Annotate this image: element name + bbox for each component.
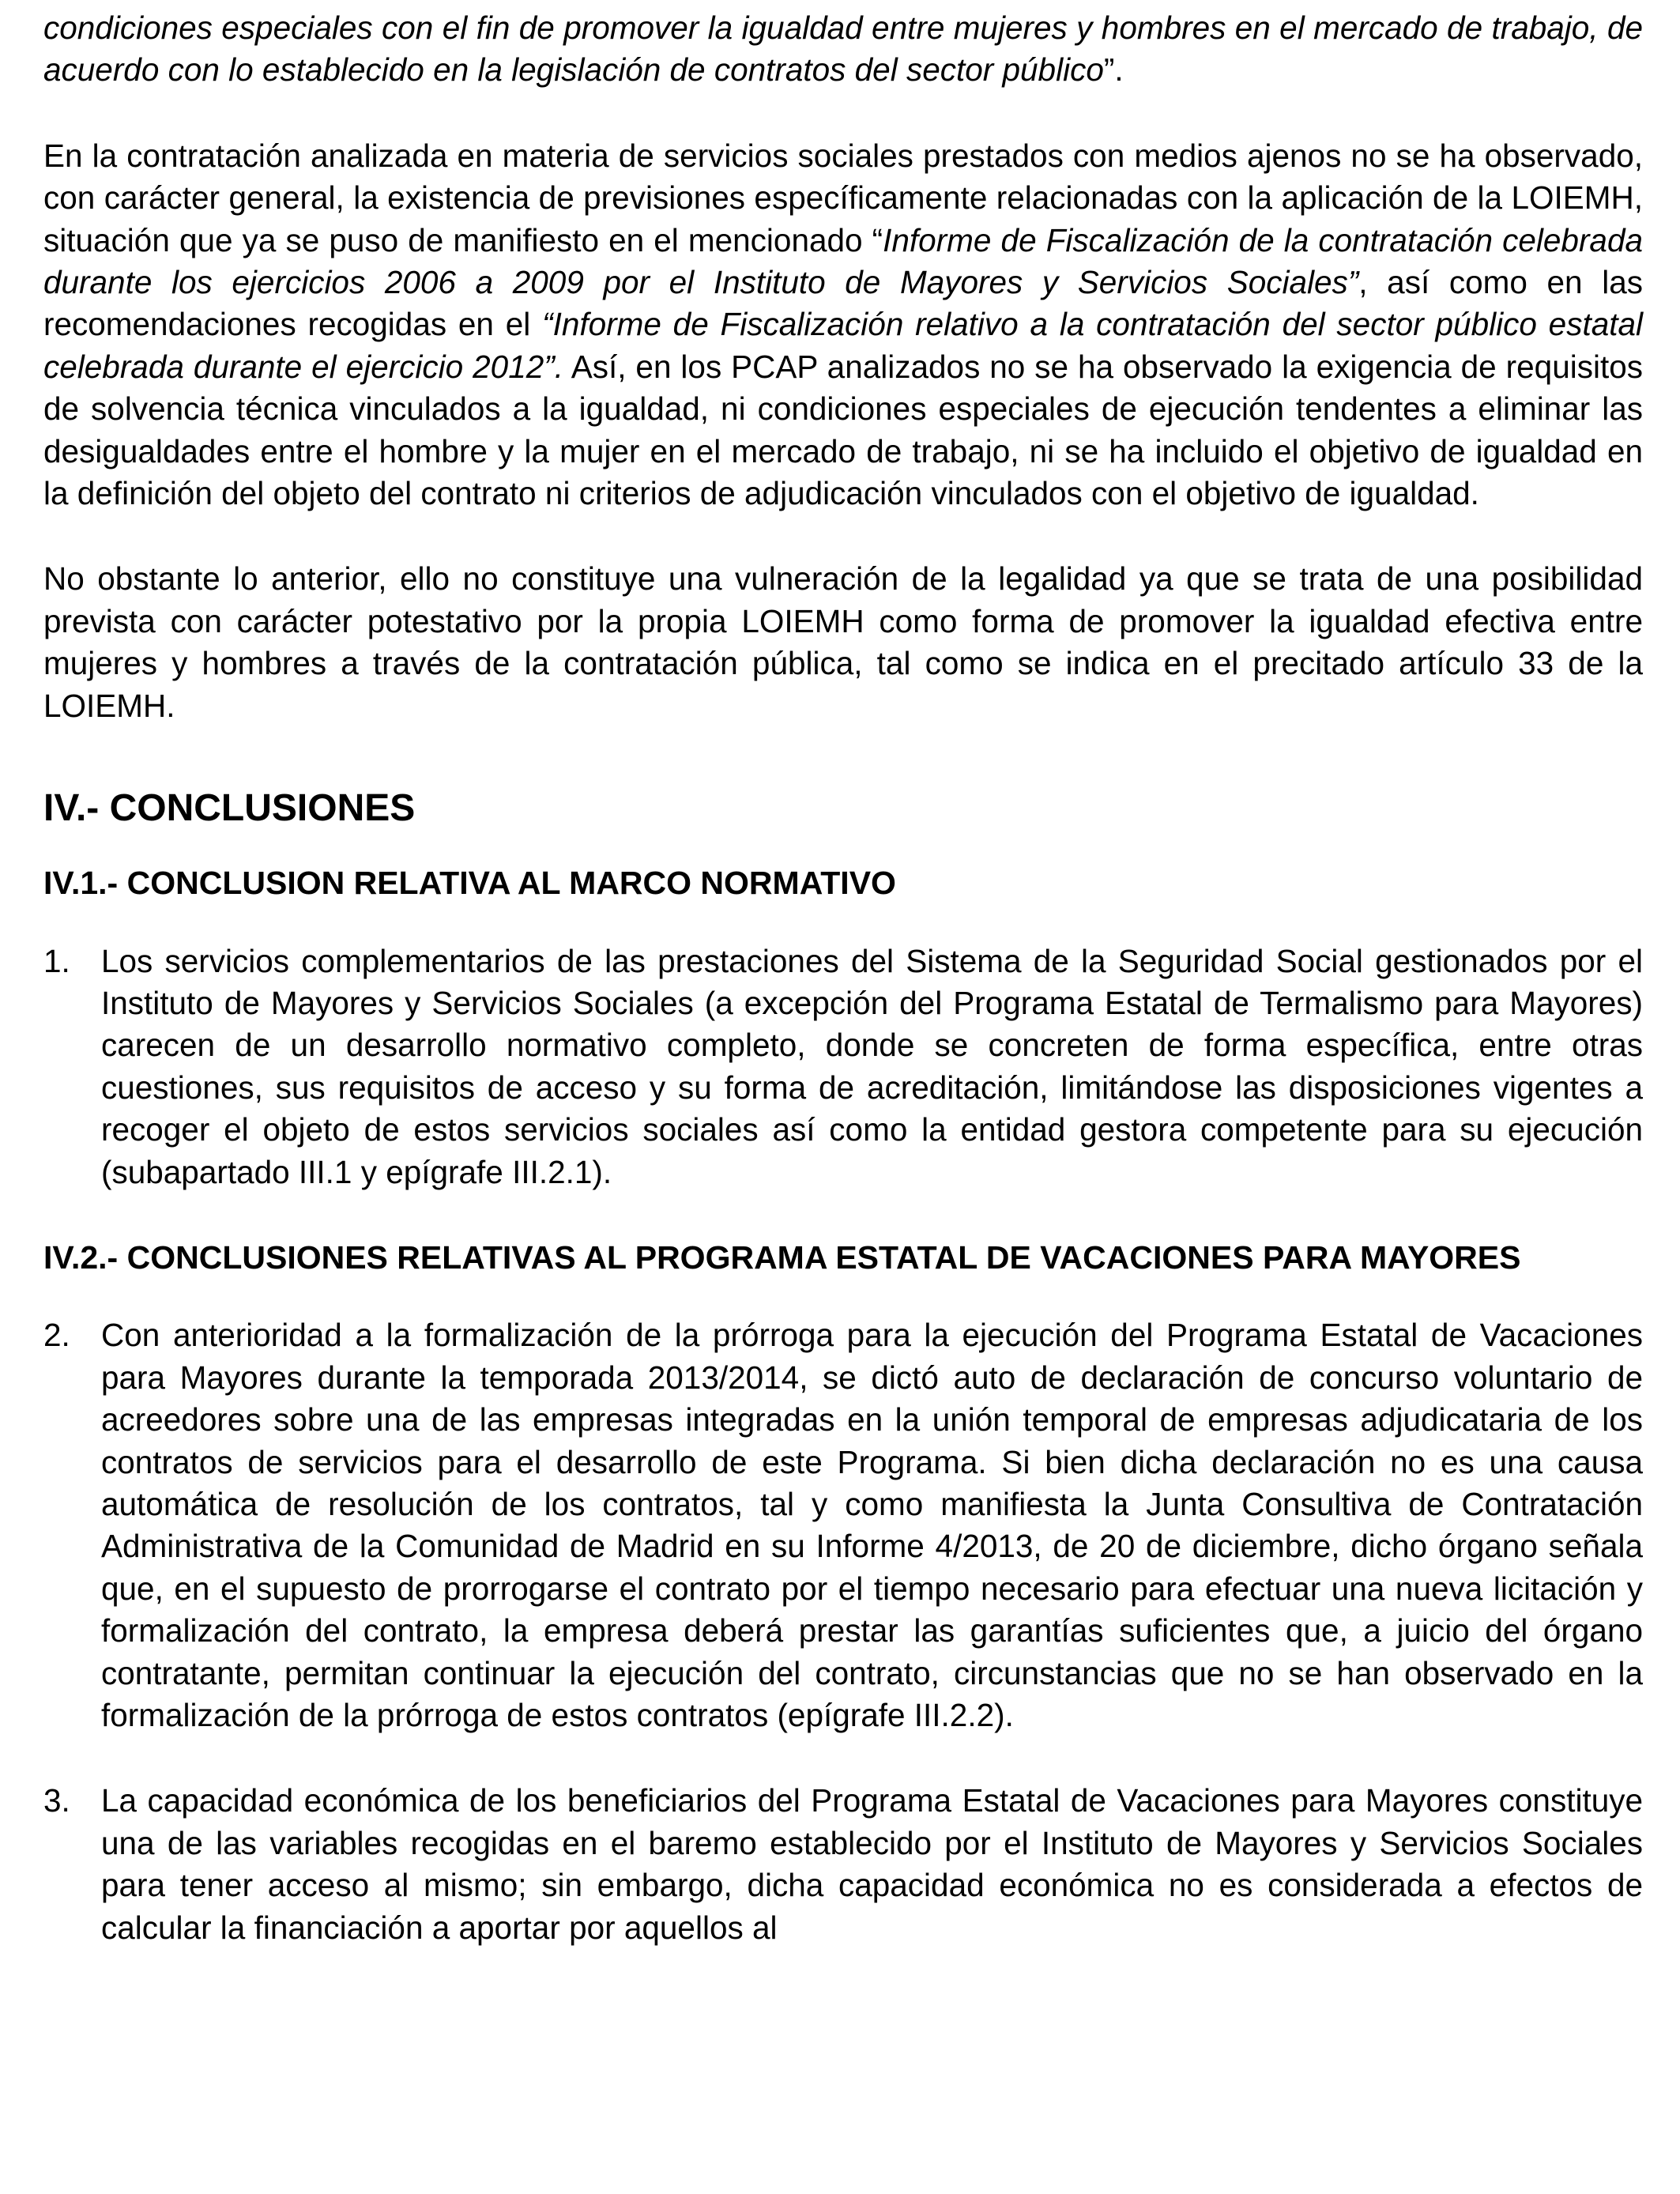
document-page — [43, 0, 1643, 1949]
intro-continuation-paragraph — [43, 7, 1643, 92]
analysis-paragraph — [43, 135, 1643, 515]
section-heading-conclusiones: IV.- CONCLUSIONES — [43, 787, 416, 830]
conclusion-item-text: Los servicios complementarios de las prestaciones del Sistema de la Seguridad Social gestionados por el Instituto de Mayores y Servicios Sociales (a excepción del Programa Estatal de Termalismo para Mayores) carecen de un desarrollo normativo completo, donde se concreten de forma específica, entre otras cuestiones, sus requisitos de acceso y su forma de acreditación, limitándose las disposiciones vigentes a recoger el objeto de estos servicios sociales así como la entidad gestora competente para su ejecución (subapartado III.1 y epígrafe III.2.1). — [101, 942, 1643, 1190]
subsection-heading-programa-vacaciones: IV.2.- CONCLUSIONES RELATIVAS AL PROGRAMA ESTATAL DE VACACIONES PARA MAYORES — [43, 1238, 1521, 1276]
analysis-italic-report-title-2: “Informe de Fiscalización relativo a la contratación del sector público estatal celebrada durante el ejercicio 2012”. — [43, 306, 1643, 385]
conclusion-item — [43, 941, 1643, 1193]
conclusion-item-text: Con anterioridad a la formalización de la prórroga para la ejecución del Programa Estatal de Vacaciones para Mayores durante la temporada 2013/2014, se dictó auto de declaración de concurso voluntario de acreedores sobre una de las empresas integradas en la unión temporal de empresas adjudicataria de los contratos de servicios para el desarrollo de este Programa. Si bien dicha declaración no es una causa automática de resolución de los contratos, tal y como manifiesta la Junta Consultiva de Contratación Administrativa de la Comunidad de Madrid en su Informe 4/2013, de 20 de diciembre, dicho órgano señala que, en el supuesto de prorrogarse el contrato por el tiempo necesario para efectuar una nueva licitación y formalización del contrato, la empresa deberá prestar las garantías suficientes que, a juicio del órgano contratante, permitan continuar la ejecución del contrato, circunstancias que no se han observado en la formalización de la prórroga de estos contratos (epígrafe III.2.2). — [101, 1317, 1643, 1733]
analysis-text-part2: , así como en las recomendaciones recogidas en el — [43, 264, 1643, 343]
conclusion-item-number: 2. — [43, 1317, 70, 1354]
intro-continuation-closing: ”. — [1103, 51, 1124, 89]
conclusion-item-text: La capacidad económica de los beneficiarios del Programa Estatal de Vacaciones para Mayores constituye una de las variables recogidas en el baremo establecido por el Instituto de Mayores y Servicios Sociales para tener acceso al mismo; sin embargo, dicha capacidad económica no es considerada a efectos de calcular la financiación a aportar por aquellos al — [101, 1782, 1643, 1946]
conclusion-item — [43, 1314, 1643, 1736]
conclusion-item — [43, 1780, 1643, 1949]
conclusion-item-number: 3. — [43, 1782, 70, 1819]
intro-continuation-italic: condiciones especiales con el fin de promover la igualdad entre mujeres y hombres en el mercado de trabajo, de acuerdo con lo establecido en la legislación de contratos del sector público — [43, 9, 1643, 89]
notwithstanding-paragraph: No obstante lo anterior, ello no constituye una vulneración de la legalidad ya que se trata de una posibilidad prevista con carácter potestativo por la propia LOIEMH como forma de promover la igualdad efectiva entre mujeres y hombres a través de la contratación pública, tal como se indica en el precitado artículo 33 de la LOIEMH. — [43, 560, 1643, 724]
analysis-italic-report-title-1: Informe de Fiscalización de la contratación celebrada durante los ejercicios 2006 a 2009 por el Instituto de Mayores y Servicios Sociales” — [43, 221, 1643, 301]
analysis-text-part1: En la contratación analizada en materia de servicios sociales prestados con medios ajenos no se ha observado, con carácter general, la existencia de previsiones específicamente relacionadas con la aplicación de la LOIEMH, situación que ya se puso de manifiesto en el mencionado “ — [43, 137, 1643, 258]
subsection-heading-marco-normativo: IV.1.- CONCLUSION RELATIVA AL MARCO NORMATIVO — [43, 865, 896, 902]
conclusion-item-number: 1. — [43, 942, 70, 979]
analysis-text-part3: Así, en los PCAP analizados no se ha observado la exigencia de requisitos de solvencia técnica vinculados a la igualdad, ni condiciones especiales de ejecución tendentes a eliminar las desigualdades entre el hombre y la mujer en el mercado de trabajo, ni se ha incluido el objetivo de igualdad en la definición del objeto del contrato ni criterios de adjudicación vinculados con el objetivo de igualdad. — [43, 348, 1643, 512]
